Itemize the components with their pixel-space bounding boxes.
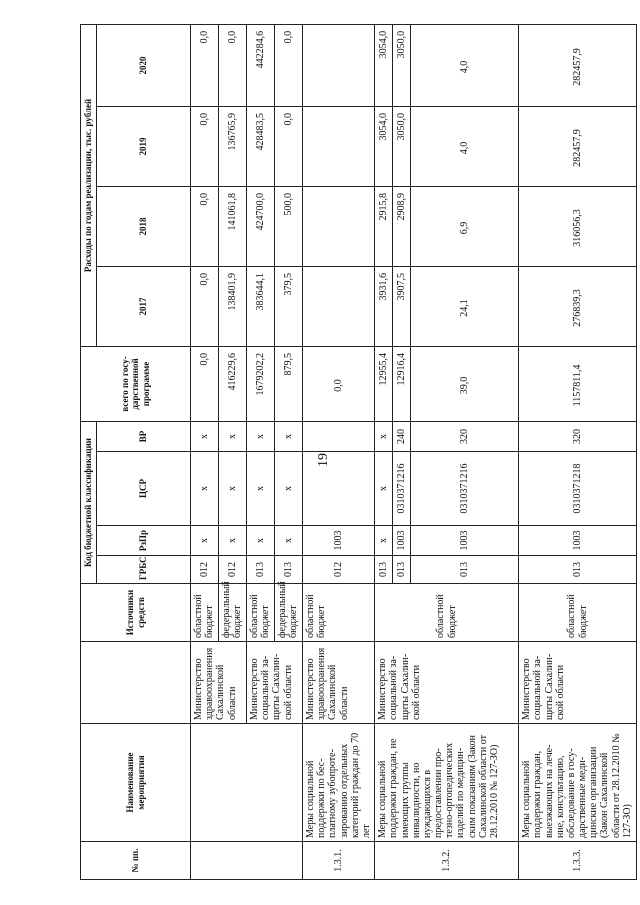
cell-csr: х [219,452,247,526]
table-row [375,24,393,879]
rotated-table-container [80,25,633,880]
cell-vr: х [275,421,303,451]
cell-num: 1.3.3. [519,842,637,880]
cell-2020: 4,0 [411,24,519,106]
cell-2018: 2915,8 [375,186,393,266]
cell-executor: Министерство здравоохранения Сахалинской области [191,642,247,724]
cell-vr: 320 [411,421,519,451]
cell-total: 1157811,4 [519,346,637,421]
cell-2019: 136765,9 [219,106,247,186]
cell-2020: 0,0 [219,24,247,106]
cell-2020: 3054,0 [375,24,393,106]
cell-rzpr: 1003 [411,526,519,556]
cell-csr: х [247,452,275,526]
cell-num: 1.3.2. [375,842,519,880]
cell-rzpr: х [375,526,393,556]
cell-csr: 0310371216 [393,452,411,526]
cell-2018 [303,186,375,266]
header-name: Наименование мероприятия [81,724,191,842]
cell-executor: Министерство здравоохранения Сахалинской области [303,642,375,724]
cell-2017: 276839,3 [519,266,637,346]
cell-2019: 4,0 [411,106,519,186]
cell-name: Меры социальной поддержки по бес-платному зубопроте-зированию отдельных категорий граждан до 70 лет [303,724,375,842]
cell-rzpr: 1003 [393,526,411,556]
cell-source: федеральный бюджет [219,584,247,642]
cell-rzpr: х [247,526,275,556]
cell-executor: Министерство социальной за-щиты Сахалин-ской области [247,642,303,724]
cell-vr: х [219,421,247,451]
cell-2017: 0,0 [191,266,219,346]
cell-rzpr: х [219,526,247,556]
cell-csr: х [275,452,303,526]
cell-vr: х [191,421,219,451]
cell-2020 [303,24,375,106]
cell-vr: 240 [393,421,411,451]
header-2019: 2019 [97,106,191,186]
header-2020: 2020 [97,24,191,106]
header-vr: ВР [97,421,191,451]
cell-2019: 0,0 [191,106,219,186]
header-grbs: ГРБС [97,556,191,584]
header-expenses: Расходы по годам реализации, тыс. рублей [81,24,97,346]
cell-2019: 0,0 [275,106,303,186]
header-total: всего по госу-дарственной программе [81,346,191,421]
table-row [519,24,637,879]
header-num: № пп. [81,842,191,880]
cell-2017 [303,266,375,346]
cell-name: Меры социальной поддержки граждан, выезжающих на лече-ние, консультацию, обследование в госу-дарственные меди-цинские организации (Закон Сахалинской области от 28.12.2010 № 127-ЗО) [519,724,637,842]
page-number: 19 [316,453,331,467]
header-2017: 2017 [97,266,191,346]
cell-2017: 3931,6 [375,266,393,346]
cell-csr: 0310371216 [411,452,519,526]
cell-grbs: 013 [375,556,393,584]
cell-vr: х [375,421,393,451]
cell-total: 879,5 [275,346,303,421]
cell-total: 12955,4 [375,346,393,421]
header-row-1 [81,24,97,879]
cell-total: 0,0 [303,346,375,421]
cell-2018: 0,0 [191,186,219,266]
cell-2018: 424700,0 [247,186,275,266]
cell-2018: 500,0 [275,186,303,266]
cell-source: областной бюджет [375,584,519,642]
table-row [303,24,375,879]
cell-grbs: 013 [393,556,411,584]
cell-csr: 0310371218 [519,452,637,526]
cell-rzpr: х [191,526,219,556]
cell-total: 12916,4 [393,346,411,421]
cell-2017: 24,1 [411,266,519,346]
cell-2018: 2908,9 [393,186,411,266]
cell-2020: 0,0 [191,24,219,106]
cell-grbs: 012 [303,556,375,584]
cell-grbs: 012 [219,556,247,584]
cell-2020: 442284,6 [247,24,275,106]
cell-rzpr: х [275,526,303,556]
cell-grbs: 012 [191,556,219,584]
cell-source: областной бюджет [191,584,219,642]
cell-rzpr: 1003 [519,526,637,556]
cell-2017: 383644,1 [247,266,275,346]
cell-total: 1679202,2 [247,346,275,421]
cell-vr [303,421,375,451]
cell-source: областной бюджет [247,584,275,642]
header-budget-code: Код бюджетной классификации [81,421,97,583]
cell-2018: 6,9 [411,186,519,266]
cell-total: 416229,6 [219,346,247,421]
header-source: Источники средств [81,584,191,642]
cell-grbs: 013 [275,556,303,584]
cell-executor: Министерство социальной за-щиты Сахалин-ской области [519,642,637,724]
cell-csr: х [191,452,219,526]
cell-num: 1.3.1. [303,842,375,880]
cell-csr: х [375,452,393,526]
cell-2020: 282457,9 [519,24,637,106]
cell-source: областной бюджет [519,584,637,642]
cell-executor: Министерство социальной за-щиты Сахалин-ской области [375,642,519,724]
cell-source: областной бюджет [303,584,375,642]
cell-2020: 0,0 [275,24,303,106]
header-csr: ЦСР [97,452,191,526]
cell-2019 [303,106,375,186]
cell-2019: 428483,5 [247,106,275,186]
cell-name: Меры социальной поддержки граждан, не имеющих группы инвалидности, но нуждающихся в предоставлении про-тезно-ортопедических изделий по медицин-ским показаниям (Закон Сахалинской области от 28.12.2010 № 127-ЗО) [375,724,519,842]
header-2018: 2018 [97,186,191,266]
cell-grbs: 013 [411,556,519,584]
cell-vr: х [247,421,275,451]
cell-2019: 3050,0 [393,106,411,186]
cell-source: федеральный бюджет [275,584,303,642]
cell-2019: 3054,0 [375,106,393,186]
cell-2017: 138401,9 [219,266,247,346]
cell-grbs: 013 [247,556,275,584]
cell-2020: 3050,0 [393,24,411,106]
cell-vr: 320 [519,421,637,451]
cell-2018: 316056,3 [519,186,637,266]
table-row [191,24,219,879]
cell-name [191,724,303,842]
header-executor [81,642,191,724]
cell-2017: 3907,5 [393,266,411,346]
cell-csr [303,452,375,526]
cell-rzpr: 1003 [303,526,375,556]
cell-num [191,842,303,880]
budget-table [80,24,637,880]
cell-total: 39,0 [411,346,519,421]
cell-grbs: 013 [519,556,637,584]
cell-2017: 379,5 [275,266,303,346]
cell-2018: 141061,8 [219,186,247,266]
cell-2019: 282457,9 [519,106,637,186]
cell-total: 0,0 [191,346,219,421]
header-rzpr: РзПр [97,526,191,556]
